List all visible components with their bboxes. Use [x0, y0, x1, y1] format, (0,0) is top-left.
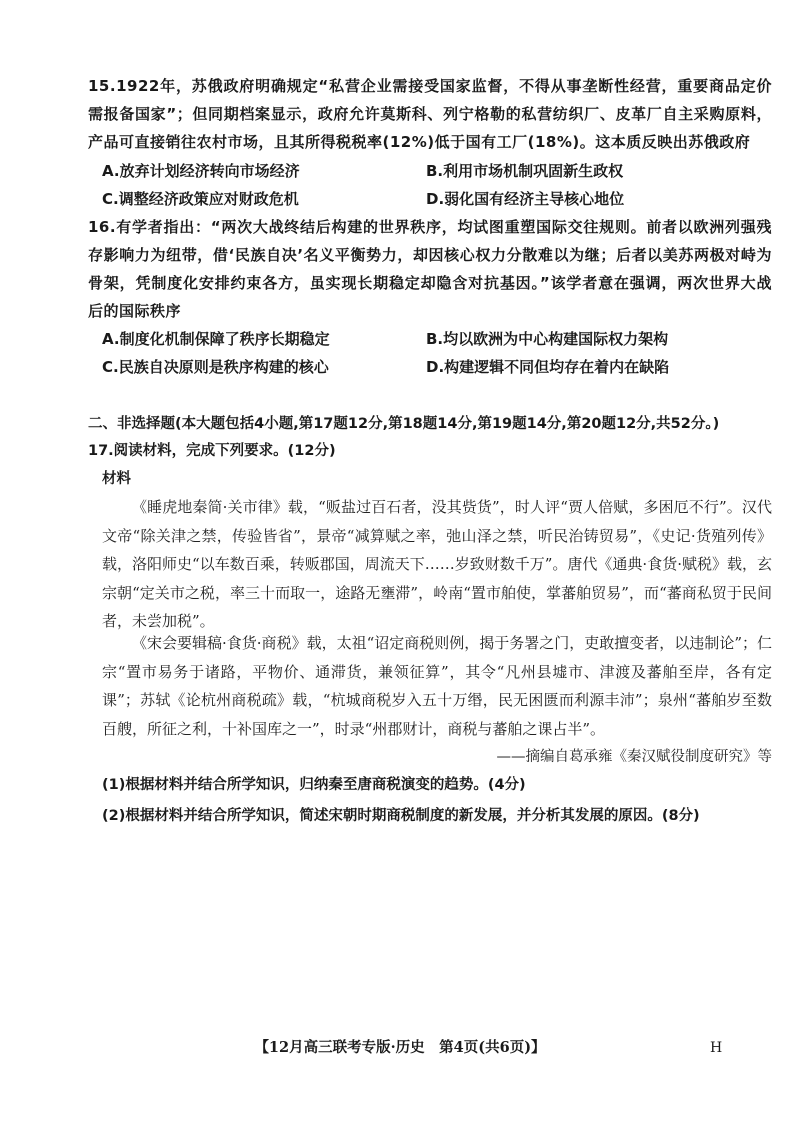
option-16d: D.构建逻辑不同但均存在着内在缺陷: [426, 358, 670, 376]
question-15-options-row-2: [88, 185, 772, 213]
material-paragraph-1: 《睡虎地秦简·关市律》载，“贩盐过百石者，没其赀货”，时人评“贾人倍赋，多困厄不行”。汉代文帝“除关津之禁，传验皆省”，景帝“减算赋之率，弛山泽之禁，听民治铸贸易”，《史记·货殖列传》载，洛阳师史“以车数百乘，转贩郡国，周流天下……岁致财数千万”。唐代《通典·食货·赋税》载，玄宗朝“定关市之税，率三十而取一，途路无壅滞”，岭南“置市舶使，掌蕃舶贸易”，而“蕃商私贸于民间者，未尝加税”。: [102, 498, 772, 630]
question-16-stem: 16.有学者指出：“两次大战终结后构建的世界秩序，均试图重塑国际交往规则。前者以欧洲列强残存影响力为纽带，借‘民族自决’名义平衡势力，却因核心权力分散难以为继；后者以美苏两极对峙为骨架，凭制度化安排约束各方，虽实现长期稳定却隐含对抗基因。”该学者意在强调，两次世界大战后的国际秩序: [88, 218, 772, 320]
question-17-stem: 17.阅读材料，完成下列要求。(12分): [88, 443, 336, 459]
option-15d: D.弱化国有经济主导核心地位: [426, 190, 625, 208]
option-16b: B.均以欧洲为中心构建国际权力架构: [426, 330, 669, 348]
question-16-options-row-1: [88, 325, 772, 353]
version-mark: H: [710, 1040, 723, 1056]
material-label: 材料: [102, 471, 131, 487]
option-16c: C.民族自决原则是秩序构建的核心: [102, 358, 329, 376]
option-15a: A.放弃计划经济转向市场经济: [102, 162, 300, 180]
material-source: ——摘编自葛承雍《秦汉赋役制度研究》等: [496, 749, 772, 765]
question-17-sub-1: (1)根据材料并结合所学知识，归纳秦至唐商税演变的趋势。(4分): [102, 777, 526, 793]
question-15-stem: 15.1922年，苏俄政府明确规定“私营企业需接受国家监督，不得从事垄断性经营，重要商品定价需报备国家”；但同期档案显示，政府允许莫斯科、列宁格勒的私营纺织厂、皮革厂自主采购原料，产品可直接销往农村市场，且其所得税税率(12%)低于国有工厂(18%)。这本质反映出苏俄政府: [88, 77, 772, 151]
question-17-sub-2: (2)根据材料并结合所学知识，简述宋朝时期商税制度的新发展，并分析其发展的原因。(8分): [102, 808, 700, 824]
option-16a: A.制度化机制保障了秩序长期稳定: [102, 330, 330, 348]
question-16-options-row-2: [88, 353, 772, 381]
question-15-options-row-1: [88, 157, 772, 185]
option-15b: B.利用市场机制巩固新生政权: [426, 162, 624, 180]
material-paragraph-2: 《宋会要辑稿·食货·商税》载，太祖“诏定商税则例，揭于务署之门，吏敢擅变者，以违制论”；仁宗“置市易务于诸路，平物价、通滞货，兼领征算”，其令“凡州县墟市、津渡及蕃舶至岸，各有定课”；苏轼《论杭州商税疏》载，“杭城商税岁入五十万缗，民无困匮而利源丰沛”；泉州“蕃舶岁至数百艘，所征之利，十补国库之一”，时录“州郡财计，商税与蕃舶之课占半”。: [102, 634, 772, 738]
section-2-heading: 二、非选择题(本大题包括4小题,第17题12分,第18题14分,第19题14分,第20题12分,共52分。): [88, 416, 720, 432]
option-15c: C.调整经济政策应对财政危机: [102, 190, 299, 208]
page-footer: 【12月高三联考专版·历史 第4页(共6页)】: [254, 1039, 546, 1056]
